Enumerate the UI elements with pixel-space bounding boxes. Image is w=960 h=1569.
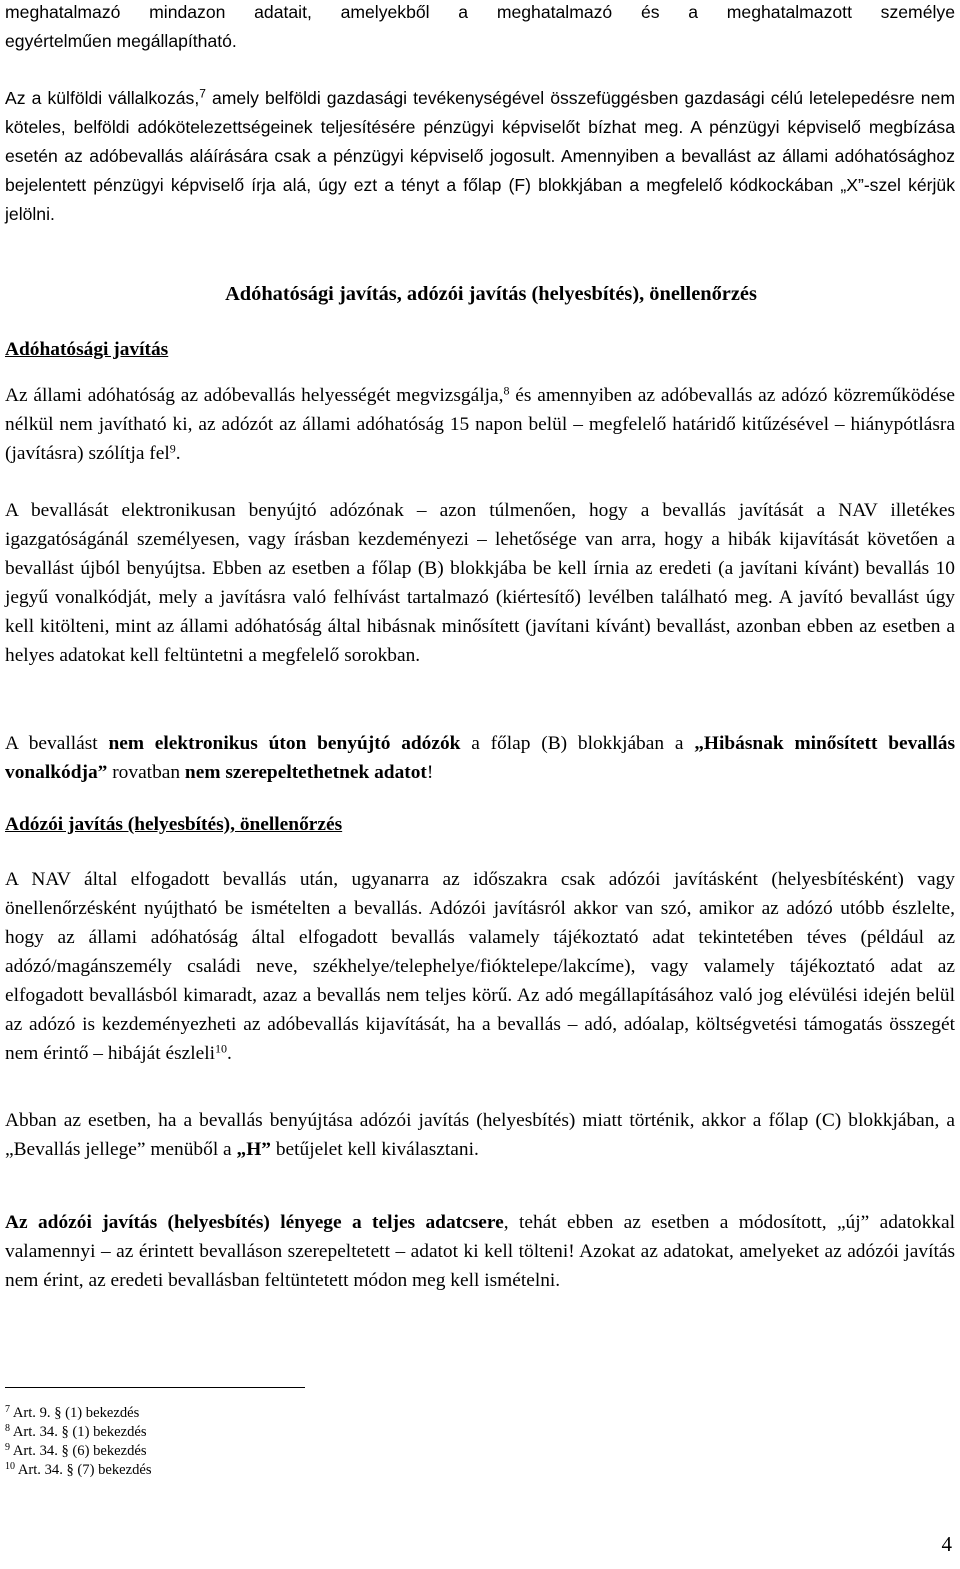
foreign-enterprise-paragraph (5, 84, 955, 229)
section1-paragraph-2: A bevallását elektronikusan benyújtó adózónak – azon túlmenően, hogy a bevallás javítását a NAV illetékes igazgatóságánál személyesen, vagy írásban kezdeményezi – lehetősége van arra, hogy a hibák kijavítását követően a bevallást újból benyújtsa. Ebben az esetben a főlap (B) blokkjába be kell írnia az eredeti (a javítani kívánt) bevallás 10 jegyű vonalkódját, mely a javításra való felhívást tartalmazó (kiértesítő) levélben található meg. A javító bevallást úgy kell kitölteni, mint az állami adóhatóság által hibásnak minősített (javítani kívánt) bevallást, azonban ebben az esetben a helyes adatokat kell feltüntetni a megfelelő sorokban. (5, 500, 955, 666)
footnote-ref-9: 9 (169, 441, 176, 456)
section2-paragraph-2: Abban az esetben, ha a bevallás benyújtása adózói javítás (helyesbítés) miatt történik, akkor a főlap (C) blokkjában, a „Bevallás jellege” menüből a „H” betűjelet kell kiválasztani. (5, 1110, 955, 1160)
footnote-9: $^9$ Art. 34. § (6) bekezdés (5, 1442, 147, 1459)
section-heading-adohatosagi-javitas: Adóhatósági javítás (5, 339, 169, 360)
section1-paragraph-1: Az állami adóhatóság az adóbevallás helyességét megvizsgálja,$^8$ és amennyiben az adóbevallás az adózó közreműködése nélkül nem javítható ki, az adózót az állami adóhatóság 15 napon belül – megfelelő határidő kitűzésével – hiánypótlásra (javításra) szólítja fel$^9$. (5, 383, 955, 464)
footnote-10: $^{10}$ Art. 34. § (7) bekezdés (5, 1461, 152, 1478)
section2-paragraph-1: A NAV által elfogadott bevallás után, ugyanarra az időszakra csak adózói javításként (helyesbítésként) vagy önellenőrzésként nyújtható be ismételten a bevallás. Adózói javításról akkor van szó, amikor az adózó utóbb észlelte, hogy az állami adóhatóság által elfogadott bevallás valamely tájékoztató adat tekintetében téves (például az adózó/magánszemély családi neve, székhelye/telephelye/fióktelepe/lakcíme), vagy valamely tájékoztató adat az elfogadott bevallásból kimaradt, azaz a bevallás nem teljes körű. Az adó megállapításához való jog elévülési idején belül az adózó is kezdeményezheti az adóbevallás kijavítását, ha a bevallás – adó, adóalap, költségvetési támogatás összegét nem érintő – hibáját észleli$^{10}$. (5, 869, 955, 1064)
footnote-8: $^8$ Art. 34. § (1) bekezdés (5, 1423, 147, 1440)
section1-paragraph-3: A bevallást nem elektronikus úton benyújtó adózók a főlap (B) blokkjában a „Hibásnak minősített bevallás vonalkódja” rovatban nem szerepeltethetnek adatot! (5, 733, 955, 783)
page-number: 4 (941, 1532, 952, 1556)
footnote-ref-10: 10 (215, 1041, 227, 1056)
foreign-enterprise-text-a: Az a külföldi vállalkozás, (5, 88, 200, 108)
intro-paragraph-continued (5, 0, 955, 56)
main-heading: Adóhatósági javítás, adózói javítás (helyesbítés), önellenőrzés (225, 283, 757, 305)
section2-paragraph-3: Az adózói javítás (helyesbítés) lényege a teljes adatcsere, tehát ebben az esetben a módosított, „új” adatokkal valamennyi – az érintett bevalláson szerepeltetett – adatot ki kell tölteni! Azokat az adatokat, amelyeket az adózói javítás nem érint, az eredeti bevallásban feltüntetett módon meg kell ismételni. (5, 1212, 955, 1291)
foreign-enterprise-text-b: amely belföldi gazdasági tevékenységével összefüggésben gazdasági célú letelepedésre nem köteles, belföldi adókötelezettségeinek teljesítésére pénzügyi képviselőt bízhat meg. A pénzügyi képviselő megbízása esetén az adóbevallás aláírására csak a pénzügyi képviselő jogosult. Amennyiben a bevallást az állami adóhatósághoz bejelentett pénzügyi képviselő írja alá, úgy ezt a tényt a főlap (F) blokkjában a megfelelő kódkockában „X”-szel kérjük jelölni. (5, 88, 955, 224)
intro-line-2: egyértelműen megállapítható. (5, 31, 237, 51)
footnote-separator (5, 1387, 305, 1388)
section-heading-adozoi-javitas: Adózói javítás (helyesbítés), önellenőrzés (5, 814, 343, 835)
footnote-ref-8: 8 (503, 383, 510, 398)
footnote-ref-7: 7 (199, 86, 206, 101)
footnote-7: $^7$ Art. 9. § (1) bekezdés (5, 1404, 140, 1421)
intro-line-1: meghatalmazó mindazon adatait, amelyekből a meghatalmazó és a meghatalmazott személye (5, 2, 955, 22)
